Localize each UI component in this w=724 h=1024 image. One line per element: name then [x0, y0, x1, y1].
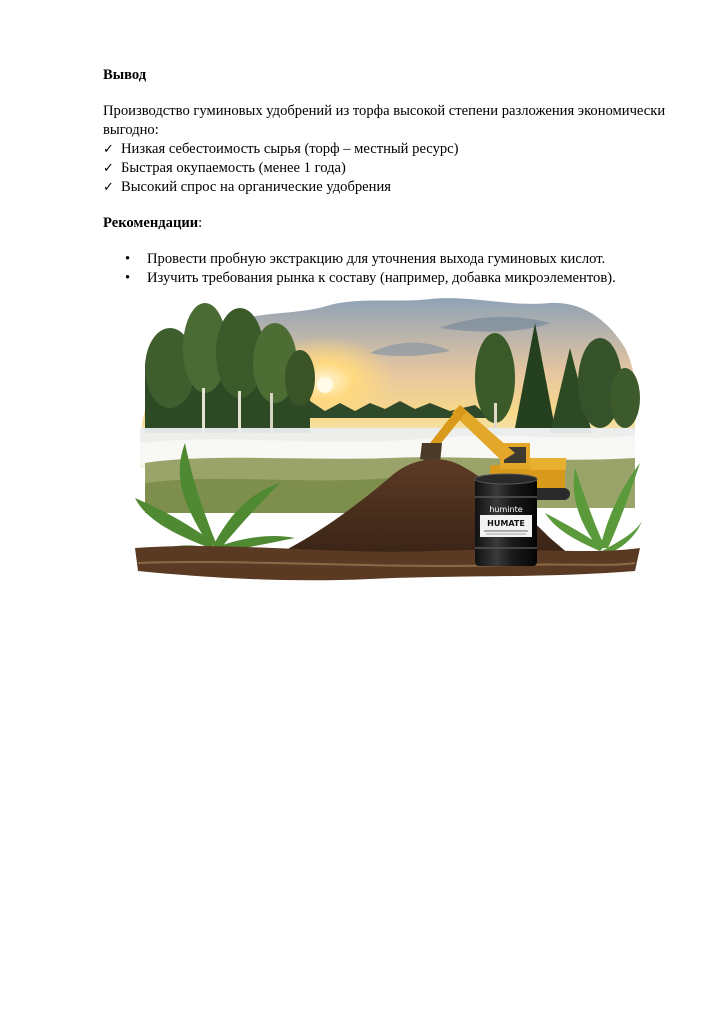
- check-item: [103, 140, 683, 159]
- heading-colon: :: [198, 215, 203, 231]
- recommendations-heading: [103, 214, 683, 233]
- check-item: [103, 178, 683, 197]
- list-item: [103, 250, 683, 269]
- recommendations-heading-text: Рекомендации: [103, 215, 199, 231]
- check-icon: ✓: [103, 180, 114, 195]
- drum-brand-text: huminte: [489, 505, 523, 514]
- check-item-text: Низкая себестоимость сырья (торф – местный ресурс): [121, 141, 459, 157]
- list-item-text: Провести пробную экстракцию для уточнения выхода гуминовых кислот.: [147, 251, 606, 267]
- check-icon: ✓: [103, 142, 114, 157]
- conclusion-paragraph: Производство гуминовых удобрений из торфа высокой степени разложения экономически выгодно:: [103, 103, 666, 138]
- peat-landscape-illustration: [130, 293, 643, 585]
- humate-drum: [475, 474, 537, 566]
- check-item-text: Высокий спрос на органические удобрения: [121, 179, 391, 195]
- drum-label-text: HUMATE: [487, 519, 525, 528]
- check-item: [103, 159, 683, 178]
- list-item-text: Изучить требования рынка к составу (например, добавка микроэлементов).: [147, 270, 616, 286]
- recommendations-list: [103, 250, 683, 288]
- check-item-text: Быстрая окупаемость (менее 1 года): [121, 160, 346, 176]
- conclusion-heading: Вывод: [103, 67, 147, 83]
- list-item: [103, 269, 683, 288]
- bullet-icon: •: [125, 251, 131, 267]
- bullet-icon: •: [125, 270, 131, 286]
- illustration-svg: [130, 293, 643, 585]
- check-icon: ✓: [103, 161, 114, 176]
- document-page: [103, 66, 683, 288]
- sun: [317, 377, 333, 393]
